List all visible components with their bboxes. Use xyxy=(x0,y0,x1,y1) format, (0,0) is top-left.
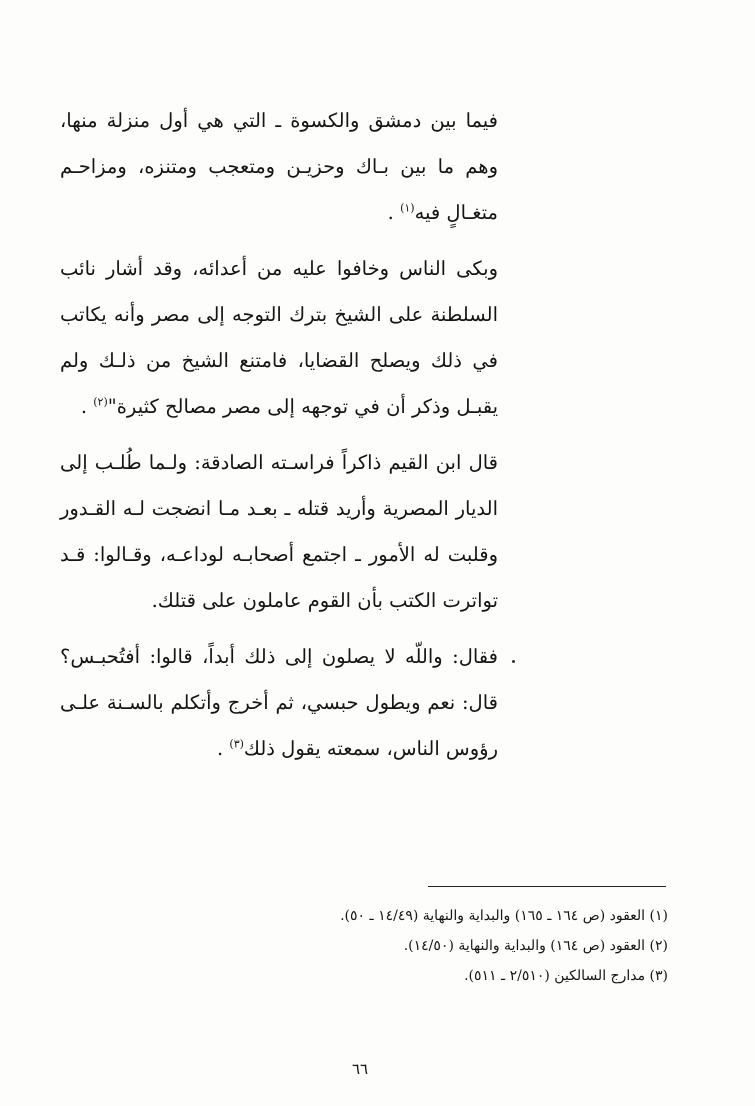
footnote-1: (١) العقود (ص ١٦٤ ـ ١٦٥) والبداية والنهاية (١٤/٤٩ ـ ٥٠). xyxy=(340,908,668,924)
paragraph-2: وبكى الناس وخافوا عليه من أعدائه، وقد أشار نائب السلطنة على الشيخ بترك التوجه إلى مصر وأنه يكاتب في ذلك ويصلح القضايا، فامتنع الشيخ من ذلـك ولم يقبـل وذكر أن في توجهه إلى مصر مصالح كثيرة"$^{(٢)}$ . xyxy=(60,257,498,418)
footnote-ref-2: (٢) xyxy=(93,395,108,409)
margin-mark xyxy=(512,660,515,663)
footnotes xyxy=(260,901,668,991)
paragraph-1: فيما بين دمشق والكسوة ـ التي هي أول منزلة منها، وهم ما بين بـاك وحزيـن ومتعجب ومتنزه، ومزاحـم متغـالٍ فيه$^{(١)}$ . xyxy=(60,109,498,224)
paragraph-3: قال ابن القيم ذاكراً فراسـته الصادقة: ولـما طُلـب إلى الديار المصرية وأريد قتله ـ بعـد مـا انضجت لـه القـدور وقلبت له الأمور ـ اجتمع أصحابـه لوداعـه، وقـالوا: قـد تواترت الكتب بأن القوم عاملون على قتلك. xyxy=(60,451,498,612)
footnote-2: (٢) العقود (ص ١٦٤) والبداية والنهاية (١٤/٥٠). xyxy=(403,938,668,954)
footnote-ref-3: (٣) xyxy=(229,737,244,751)
footnote-3: (٣) مدارج السالكين (٢/٥١٠ ـ ٥١١). xyxy=(464,968,668,984)
footnote-separator xyxy=(428,886,666,887)
footnote-ref-1: (١) xyxy=(400,201,415,215)
page-number: ٦٦ xyxy=(351,1060,369,1078)
main-text xyxy=(60,98,498,772)
paragraph-4: فقال: واللّه لا يصلون إلى ذلك أبداً، قالوا: أفتُحبـس؟ قال: نعم ويطول حبسي، ثم أخرج وأتكلم بالسـنة علـى رؤوس الناس، سمعته يقول ذلك$^{(٣)}$ . xyxy=(60,645,498,760)
